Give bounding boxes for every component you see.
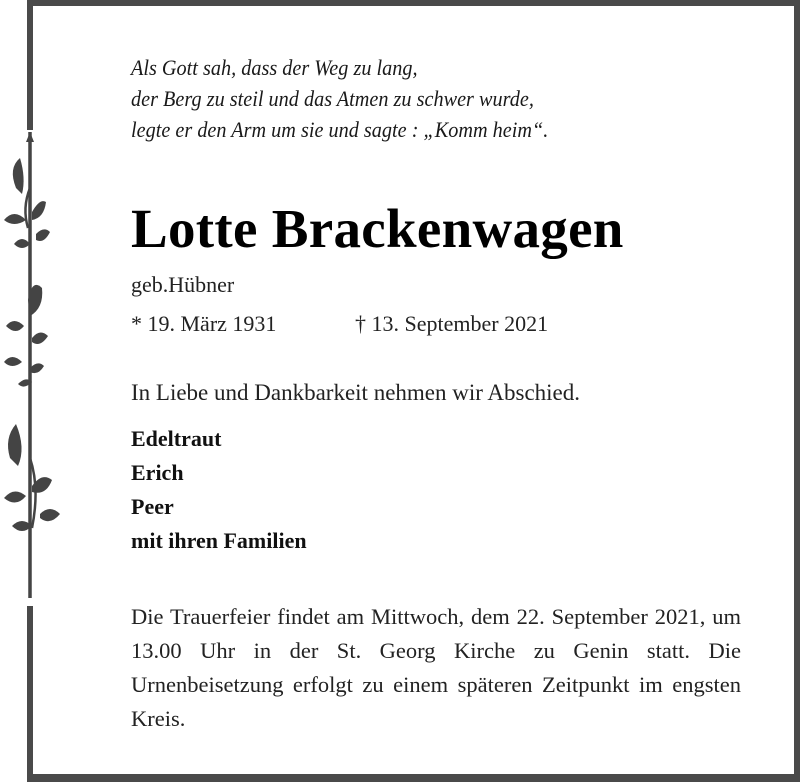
deceased-name: Lotte Brackenwagen bbox=[131, 198, 624, 259]
poem-line: der Berg zu steil und das Atmen zu schwer wurde, bbox=[131, 86, 534, 111]
frame-border-left-upper bbox=[27, 0, 33, 130]
mourner: Peer bbox=[131, 494, 174, 519]
frame-border-right bbox=[794, 0, 800, 782]
mourner: Edeltraut bbox=[131, 426, 222, 451]
frame-border-top bbox=[27, 0, 800, 6]
birth-date: * 19. März 1931 bbox=[131, 311, 277, 336]
poem-line: Als Gott sah, dass der Weg zu lang, bbox=[131, 55, 418, 80]
poem bbox=[131, 52, 548, 145]
mourner: mit ihren Familien bbox=[131, 528, 307, 553]
service-info: Die Trauerfeier findet am Mittwoch, dem 22. September 2021, um 13.00 Uhr in der St. Georg Kirche zu Genin statt. Die Urnenbeisetzung erfolgt zu einem späteren Zeitpunkt im engsten Kreis. bbox=[131, 604, 741, 731]
maiden-name: geb.Hübner bbox=[131, 272, 235, 297]
mourner: Erich bbox=[131, 460, 184, 485]
farewell-text: In Liebe und Dankbarkeit nehmen wir Abschied. bbox=[131, 380, 581, 405]
mourners-list bbox=[131, 422, 307, 558]
life-dates bbox=[131, 311, 549, 337]
frame-border-bottom bbox=[27, 774, 800, 782]
poem-line: legte er den Arm um sie und sagte : „Komm heim“. bbox=[131, 117, 549, 142]
death-date: † 13. September 2021 bbox=[355, 311, 549, 336]
vine-ornament-icon bbox=[0, 128, 70, 608]
frame-border-left-lower bbox=[27, 606, 33, 782]
